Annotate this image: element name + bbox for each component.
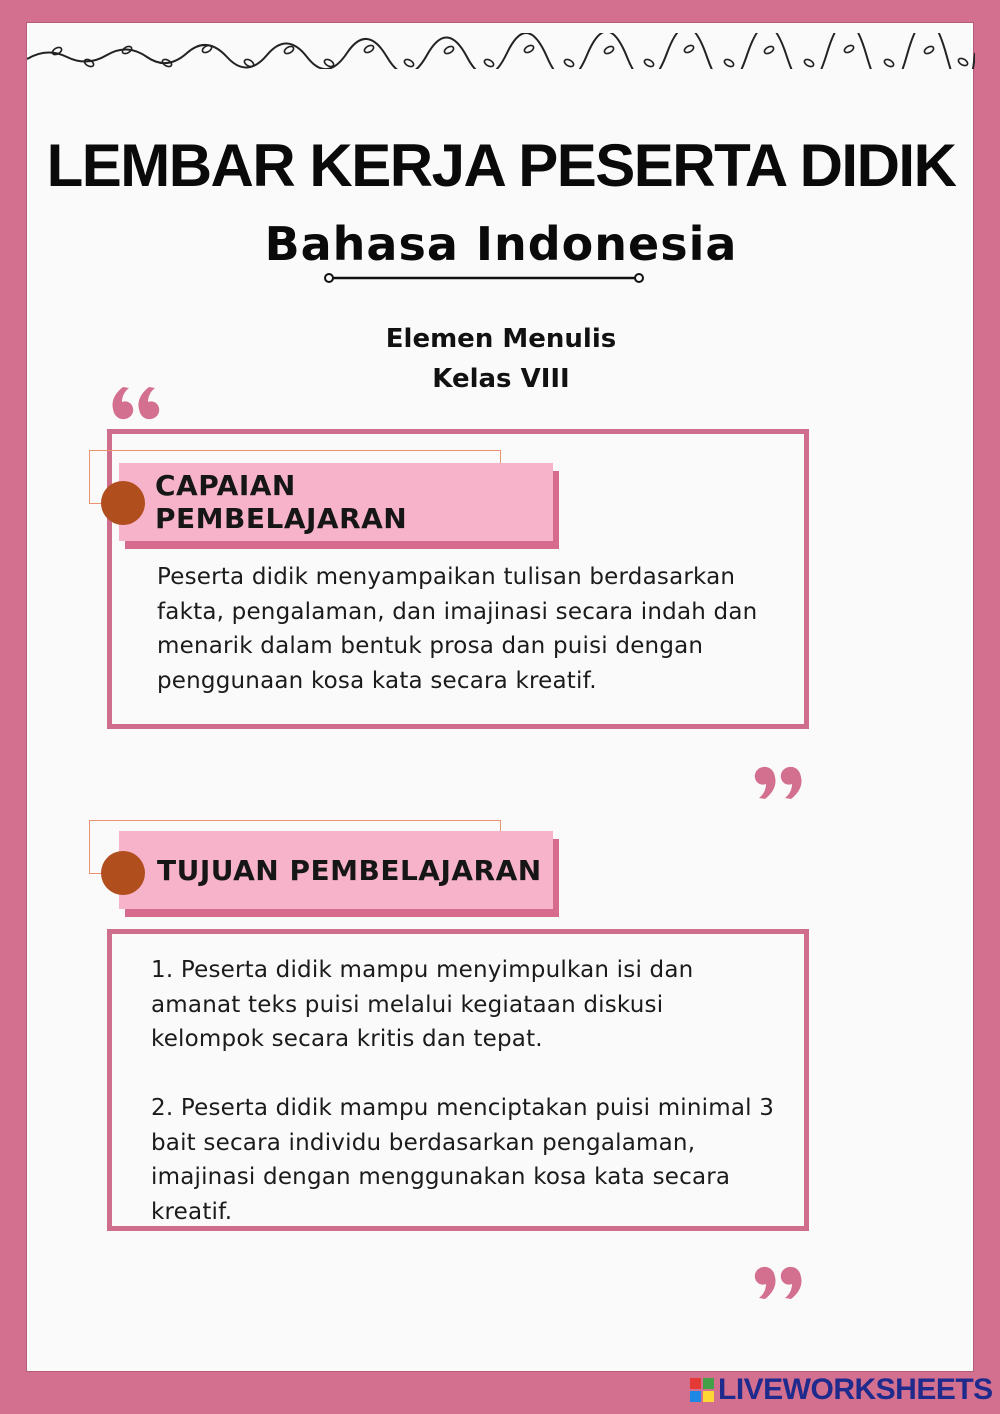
capaian-line: menarik dalam bentuk prosa dan puisi dengan bbox=[157, 633, 704, 659]
worksheet-title: LEMBAR KERJA PESERTA DIDIK bbox=[46, 132, 956, 199]
tujuan-line: imajinasi dengan menggunakan kosa kata secara bbox=[151, 1164, 731, 1190]
capaian-text bbox=[157, 560, 807, 698]
capaian-line: Peserta didik menyampaikan tulisan berdasarkan bbox=[157, 564, 736, 590]
capaian-label: CAPAIAN PEMBELAJARAN bbox=[119, 463, 553, 541]
close-quote-icon bbox=[749, 763, 805, 803]
tujuan-item bbox=[151, 1091, 801, 1229]
tujuan-text bbox=[151, 953, 801, 1229]
tujuan-line: 1. Peserta didik mampu menyimpulkan isi dan bbox=[151, 957, 694, 983]
worksheet-page bbox=[26, 22, 974, 1372]
vine-border-decoration bbox=[27, 33, 975, 69]
capaian-line: fakta, pengalaman, dan imajinasi secara indah dan bbox=[157, 598, 758, 625]
tujuan-label: TUJUAN PEMBELAJARAN bbox=[119, 831, 553, 909]
capaian-bullet-dot bbox=[101, 481, 145, 525]
tujuan-line: bait secara individu berdasarkan pengalaman, bbox=[151, 1129, 696, 1156]
worksheet-meta bbox=[27, 319, 975, 399]
element-label: Elemen Menulis bbox=[385, 324, 617, 354]
tujuan-item bbox=[151, 953, 801, 1057]
open-quote-icon bbox=[109, 383, 165, 423]
capaian-line: penggunaan kosa kata secara kreatif. bbox=[157, 667, 597, 694]
title-divider bbox=[323, 271, 645, 285]
tujuan-line: kelompok secara kritis dan tepat. bbox=[151, 1026, 543, 1052]
live-logo-icon bbox=[690, 1378, 714, 1402]
liveworksheets-logo[interactable] bbox=[690, 1374, 993, 1406]
close-quote-icon bbox=[749, 1263, 805, 1303]
tujuan-bullet-dot bbox=[101, 851, 145, 895]
class-level-label: Kelas VIII bbox=[432, 364, 570, 394]
tujuan-line: amanat teks puisi melalui kegiataan diskusi bbox=[151, 991, 664, 1018]
tujuan-line: kreatif. bbox=[151, 1198, 233, 1225]
logo-text: LIVEWORKSHEETS bbox=[718, 1373, 993, 1406]
subject-title: Bahasa Indonesia bbox=[264, 217, 738, 271]
tujuan-line: 2. Peserta didik mampu menciptakan puisi minimal 3 bbox=[151, 1095, 775, 1121]
